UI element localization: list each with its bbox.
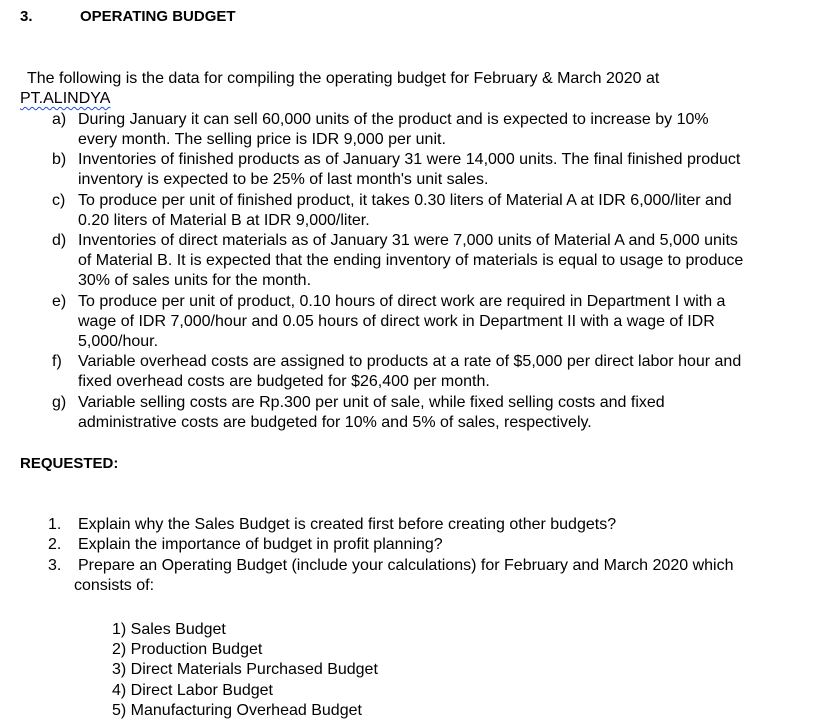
- item-line: Inventories of finished products as of January 31 were 14,000 units. The final finished product: [78, 151, 741, 169]
- budget-item: 5) Manufacturing Overhead Budget: [112, 701, 362, 719]
- item-text: [78, 110, 709, 150]
- item-text: [78, 150, 740, 190]
- item-line: of Material B. It is expected that the ending inventory of materials is equal to usage to produce: [78, 252, 744, 270]
- item-text: [78, 292, 725, 352]
- item-label: g): [52, 393, 67, 411]
- question-text: [78, 535, 443, 555]
- item-line: wage of IDR 7,000/hour and 0.05 hours of direct work in Department II with a wage of IDR: [78, 312, 715, 330]
- budget-item: 1) Sales Budget: [112, 621, 226, 638]
- item-line: Inventories of direct materials as of January 31 were 7,000 units of Material A and 5,000 units: [78, 232, 738, 250]
- question-line: Explain the importance of budget in profit planning?: [78, 536, 443, 554]
- company-name: [20, 89, 110, 109]
- item-line: 30% of sales units for the month.: [78, 272, 312, 290]
- section-title: OPERATING BUDGET: [80, 8, 236, 25]
- question-number: 3.: [48, 556, 62, 574]
- item-line: fixed overhead costs are budgeted for $26,400 per month.: [78, 373, 490, 391]
- question-number: 2.: [48, 536, 62, 554]
- item-line: 0.20 liters of Material B at IDR 9,000/liter.: [78, 211, 370, 229]
- item-line: inventory is expected to be 25% of last month's unit sales.: [78, 171, 489, 189]
- item-label: d): [52, 232, 67, 250]
- item-text: [78, 191, 732, 231]
- item-line: every month. The selling price is IDR 9,000 per unit.: [78, 131, 446, 148]
- item-text: [78, 393, 665, 433]
- item-label: a): [52, 111, 67, 128]
- item-line: 5,000/hour.: [78, 332, 159, 350]
- question-line: consists of:: [74, 576, 155, 594]
- company-name-text: PT.ALINDYA: [20, 90, 111, 107]
- item-line: Variable selling costs are Rp.300 per unit of sale, while fixed selling costs and fixed: [78, 393, 665, 411]
- question-line: Prepare an Operating Budget (include your calculations) for February and March 2020 which: [78, 556, 734, 574]
- budget-item: 3) Direct Materials Purchased Budget: [112, 661, 378, 679]
- budget-item: 2) Production Budget: [112, 641, 263, 659]
- budget-item: 4) Direct Labor Budget: [112, 681, 273, 699]
- section-number: 3.: [20, 8, 33, 25]
- item-line: Variable overhead costs are assigned to products at a rate of $5,000 per direct labor hour and: [78, 353, 742, 371]
- item-line: To produce per unit of product, 0.10 hours of direct work are required in Department I with a: [78, 292, 726, 310]
- item-line: administrative costs are budgeted for 10% and 5% of sales, respectively.: [78, 413, 592, 431]
- item-label: c): [52, 191, 66, 209]
- intro-text: The following is the data for compiling the operating budget for February & March 2020 at: [27, 70, 660, 87]
- item-label: b): [52, 151, 67, 169]
- item-line: To produce per unit of finished product, it takes 0.30 liters of Material A at IDR 6,000/liter and: [78, 191, 732, 209]
- item-label: e): [52, 292, 67, 310]
- requested-title: REQUESTED:: [20, 455, 119, 472]
- question-text: [78, 515, 616, 535]
- item-label: f): [52, 353, 62, 371]
- item-line: During January it can sell 60,000 units of the product and is expected to increase by 10%: [78, 111, 709, 128]
- question-line: Explain why the Sales Budget is created first before creating other budgets?: [78, 516, 617, 533]
- question-text: [74, 556, 734, 596]
- item-text: [78, 231, 743, 291]
- question-number: 1.: [48, 516, 62, 533]
- item-text: [78, 352, 741, 392]
